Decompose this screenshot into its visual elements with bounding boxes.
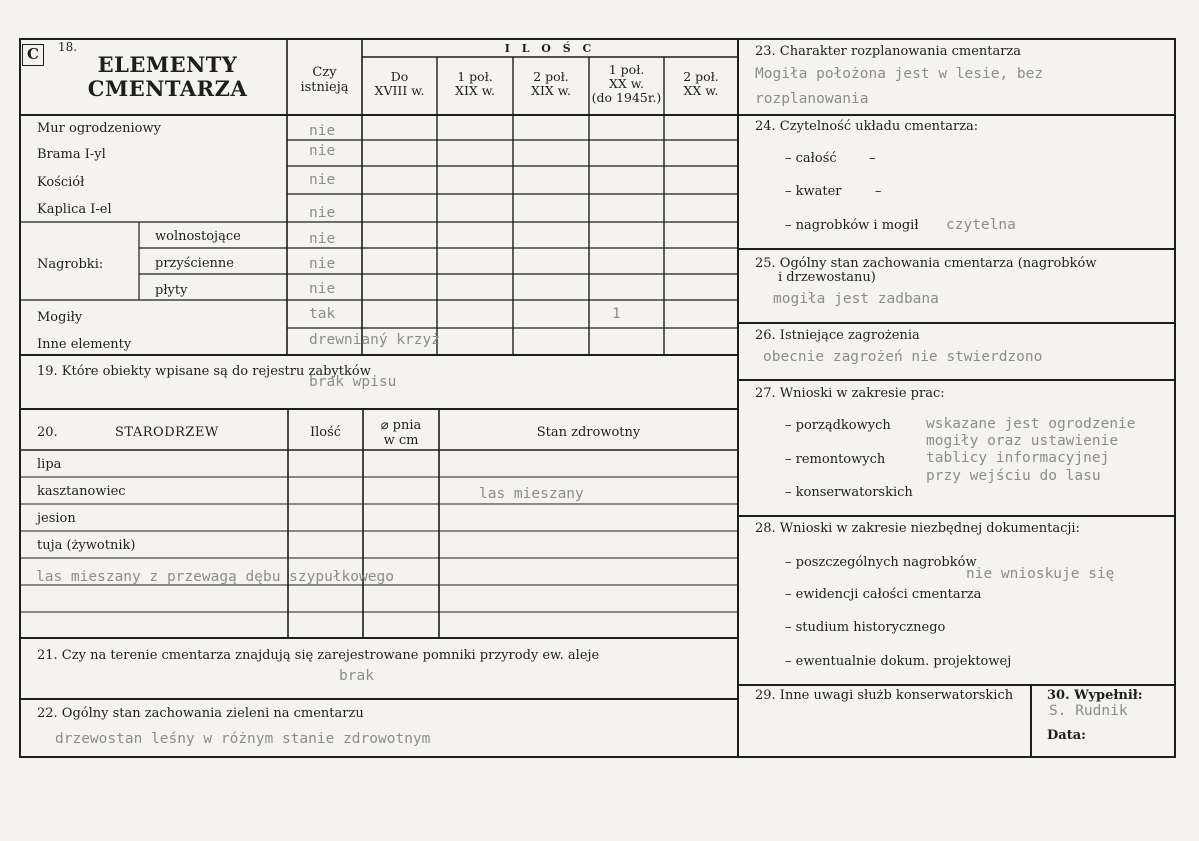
- row-value-freestanding: nie: [309, 231, 336, 247]
- row-value-church: nie: [309, 172, 336, 188]
- trunk-diameter-header-1: ⌀ pnia: [380, 418, 422, 433]
- period-5-line2: XX w.: [683, 83, 719, 98]
- period-3-line1: 2 poł.: [533, 69, 569, 84]
- period-4-line2: XX w.: [609, 76, 644, 91]
- section-19-value: brak wpisu: [309, 374, 397, 390]
- tree-health-note: las mieszany: [479, 486, 584, 502]
- section-20-number: 20.: [37, 425, 58, 440]
- row-value-wall-mounted: nie: [309, 256, 336, 272]
- works-renovation-label: – remontowych: [785, 452, 886, 467]
- tree-qty-header: Ilość: [309, 425, 342, 440]
- section-29-label: 29. Inne uwagi służb konserwatorskich: [755, 688, 1014, 703]
- old-trees-title: STARODRZEW: [115, 425, 219, 440]
- period-4-line3: (do 1945r.): [591, 90, 662, 105]
- row-label-graves: Mogiły: [37, 310, 83, 325]
- section-21-label: 21. Czy na terenie cmentarza znajdują się zarejestrowane pomniki przyrody ew. aleje: [37, 648, 600, 663]
- tree-row-linden: lipa: [37, 457, 62, 472]
- section-22-value: drzewostan leśny w różnym stanie zdrowotnym: [55, 731, 431, 747]
- works-conservation-label: – konserwatorskich: [785, 485, 913, 500]
- works-value-line1: wskazane jest ogrodzenie: [926, 416, 1136, 432]
- section-25-value: mogiła jest zadbana: [773, 291, 939, 307]
- doc-design-label: – ewentualnie dokum. projektowej: [785, 654, 1012, 669]
- section-27-label: 27. Wnioski w zakresie prac:: [755, 386, 945, 401]
- exists-header-1: Czy: [312, 65, 337, 80]
- health-header: Stan zdrowotny: [536, 425, 641, 440]
- period-5-line1: 2 poł.: [683, 69, 719, 84]
- section-25-label-line2: i drzewostanu): [778, 270, 876, 285]
- section-26-value: obecnie zagrożeń nie stwierdzono: [763, 349, 1043, 365]
- row-label-gate: Brama I-yl: [37, 147, 106, 162]
- section-30-label: 30. Wypełnił:: [1047, 688, 1143, 703]
- legibility-whole-value: –: [869, 151, 876, 166]
- exists-header-2: istnieją: [300, 80, 349, 95]
- row-label-slabs: płyty: [155, 283, 188, 298]
- graves-quantity-mark: 1: [612, 306, 621, 322]
- doc-historical-study-label: – studium historycznego: [785, 620, 946, 635]
- doc-gravestones-label: – poszczególnych nagrobków: [785, 555, 977, 570]
- legibility-whole-label: – całość: [785, 151, 837, 166]
- row-value-other: drewnianý krzyż: [309, 332, 440, 348]
- legibility-graves-value: czytelna: [946, 217, 1016, 233]
- legibility-graves-label: – nagrobków i mogił: [785, 218, 919, 233]
- date-label: Data:: [1047, 728, 1086, 743]
- row-label-other: Inne elementy: [37, 337, 132, 352]
- legibility-quarters-label: – kwater: [785, 184, 842, 199]
- tree-row-thuja: tuja (żywotnik): [37, 538, 136, 553]
- section-28-value: nie wnioskuje się: [966, 566, 1115, 582]
- doc-whole-record-label: – ewidencji całości cmentarza: [785, 587, 982, 602]
- elements-title-line1: ELEMENTY: [97, 52, 238, 77]
- works-value-line4: przy wejściu do lasu: [926, 468, 1101, 484]
- period-1-line1: Do: [390, 69, 409, 84]
- filled-by-value: S. Rudnik: [1049, 703, 1128, 719]
- quantity-header: I L O Ś C: [504, 42, 596, 55]
- works-value-line3: tablicy informacyjnej: [926, 450, 1110, 466]
- row-value-gate: nie: [309, 143, 336, 159]
- period-3-line2: XIX w.: [531, 83, 571, 98]
- row-value-graves: tak: [309, 306, 336, 322]
- row-value-wall: nie: [309, 123, 336, 139]
- tree-row-ash: jesion: [37, 511, 76, 526]
- section-21-value: brak: [339, 668, 374, 684]
- section-23-label: 23. Charakter rozplanowania cmentarza: [755, 44, 1022, 59]
- section-25-label-line1: 25. Ogólny stan zachowania cmentarza (nagrobków: [755, 256, 1097, 271]
- section-23-value-line2: rozplanowania: [755, 91, 869, 107]
- gravestones-label: Nagrobki:: [37, 257, 104, 272]
- period-1-line2: XVIII w.: [374, 83, 425, 98]
- row-label-church: Kościół: [37, 175, 85, 190]
- tree-extra-row-note: las mieszany z przewagą dębu szypułkowego: [36, 569, 394, 585]
- row-label-wall: Mur ogrodzeniowy: [37, 121, 161, 136]
- works-cleanup-label: – porządkowych: [785, 418, 891, 433]
- section-22-label: 22. Ogólny stan zachowania zieleni na cmentarzu: [37, 706, 364, 721]
- row-label-chapel: Kaplica I-el: [37, 202, 112, 217]
- row-label-wall-mounted: przyścienne: [155, 256, 234, 271]
- card-type-box: C: [22, 44, 44, 66]
- section-23-value-line1: Mogiła położona jest w lesie, bez: [755, 66, 1044, 82]
- row-value-slabs: nie: [309, 281, 336, 297]
- row-value-chapel: nie: [309, 205, 336, 221]
- section-18-number: 18.: [58, 40, 78, 54]
- section-28-label: 28. Wnioski w zakresie niezbędnej dokumentacji:: [755, 521, 1080, 536]
- row-label-freestanding: wolnostojące: [155, 229, 241, 244]
- period-2-line1: 1 poł.: [457, 69, 493, 84]
- section-24-label: 24. Czytelność układu cmentarza:: [755, 119, 979, 134]
- section-26-label: 26. Istniejące zagrożenia: [755, 328, 920, 343]
- trunk-diameter-header-2: w cm: [383, 433, 419, 448]
- section-19-label: 19. Które obiekty wpisane są do rejestru zabytków: [37, 364, 371, 379]
- works-value-line2: mogiły oraz ustawienie: [926, 433, 1119, 449]
- tree-row-chestnut: kasztanowiec: [37, 484, 126, 499]
- period-2-line2: XIX w.: [455, 83, 495, 98]
- legibility-quarters-value: –: [875, 184, 882, 199]
- period-4-line1: 1 poł.: [608, 62, 645, 77]
- elements-title-line2: CMENTARZA: [87, 76, 248, 101]
